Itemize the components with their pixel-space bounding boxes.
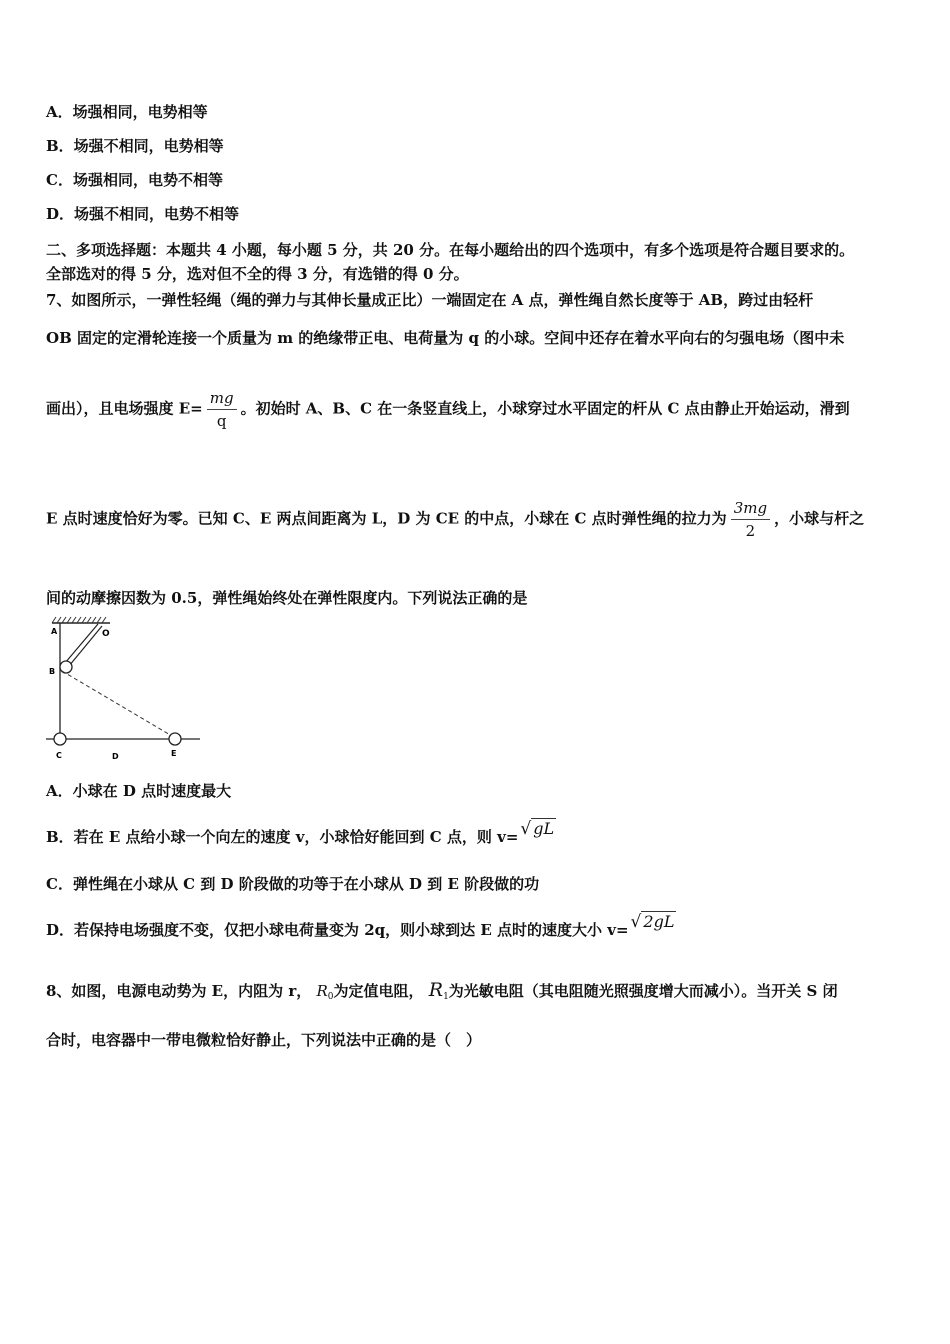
- rod-ob: [65, 624, 98, 663]
- q8-stem-line1: [46, 979, 838, 1002]
- q6-option-d: D．场强不相同，电势不相等: [46, 205, 240, 223]
- ball-e: [169, 733, 181, 745]
- fraction-numerator: mg: [207, 389, 237, 410]
- resistor-r1-symbol: [429, 979, 449, 1001]
- fraction-denominator: 2: [745, 522, 756, 540]
- ceiling-hatching: [52, 617, 106, 623]
- pulley-b: [60, 661, 72, 673]
- q7-diagram: [44, 616, 214, 766]
- sqrt-2gl: √ 2gL: [630, 912, 675, 932]
- q7-stem-line1: 7、如图所示，一弹性轻绳（绳的弹力与其伸长量成正比）一端固定在 A 点，弹性绳自然长度等于 AB，跨过由轻杆: [46, 291, 814, 309]
- q7-stem-line2: OB 固定的定滑轮连接一个质量为 m 的绝缘带正电、电荷量为 q 的小球。空间中还存在着水平向右的匀强电场（图中未: [46, 329, 845, 347]
- label-e: E: [171, 749, 177, 758]
- q7-stem-line4: [46, 499, 864, 540]
- ball-c: [54, 733, 66, 745]
- q6-option-b: B．场强不相同，电势相等: [46, 137, 224, 155]
- label-b: B: [49, 667, 56, 676]
- fraction-denominator: q: [216, 412, 227, 430]
- label-c: C: [56, 751, 62, 760]
- q7-stem-line3: [46, 389, 850, 430]
- resistor-r0-symbol: [316, 982, 333, 1000]
- q7-stem-line3-post: 。初始时 A、B、C 在一条竖直线上，小球穿过水平固定的杆从 C 点由静止开始运动，滑到: [240, 399, 850, 418]
- q7-option-c: C．弹性绳在小球从 C 到 D 阶段做的功等于在小球从 D 到 E 阶段做的功: [46, 875, 540, 893]
- q7-stem-line5: 间的动摩擦因数为 0.5，弹性绳始终处在弹性限度内。下列说法正确的是: [46, 589, 528, 607]
- q7-option-d-text: D．若保持电场强度不变，仅把小球电荷量变为 2q，则小球到达 E 点时的速度大小 v=: [46, 921, 629, 939]
- radicand: 2gL: [643, 912, 675, 931]
- q6-option-a: A．场强相同，电势相等: [46, 103, 208, 121]
- fraction-numerator: 3mg: [731, 499, 770, 520]
- q8-stem-line2: 合时，电容器中一带电微粒恰好静止，下列说法中正确的是（ ）: [46, 1031, 482, 1049]
- tension-fraction: [731, 499, 770, 540]
- q8-stem-part2: 为定值电阻，: [333, 982, 424, 1000]
- rod-ob-edge: [69, 626, 102, 666]
- section2-subheading: 全部选对的得 5 分，选对但不全的得 3 分，有选错的得 0 分。: [46, 265, 469, 283]
- q7-option-a: A．小球在 D 点时速度最大: [46, 782, 232, 800]
- q7-option-b: [46, 819, 556, 847]
- field-strength-fraction: [207, 389, 237, 430]
- q7-stem-line4-pre: E 点时速度恰好为零。已知 C、E 两点间距离为 L，D 为 CE 的中点，小球在 C 点时弹性绳的拉力为: [46, 509, 727, 528]
- r1-letter: R: [428, 979, 444, 1001]
- q7-option-d: [46, 912, 676, 940]
- r1-subscript: 1: [443, 992, 449, 1002]
- label-o: O: [102, 629, 110, 639]
- q7-stem-line4-post: ，小球与杆之: [774, 509, 865, 528]
- q8-stem-part3: 为光敏电阻（其电阻随光照强度增大而减小）。当开关 S 闭: [448, 982, 838, 1000]
- q8-stem-part1: 8、如图，电源电动势为 E，内阻为 r，: [46, 982, 312, 1000]
- sqrt-gl: √ gL: [520, 819, 555, 839]
- rope-be-dashed: [62, 671, 172, 736]
- label-d: D: [112, 752, 119, 761]
- q7-stem-line3-pre: 画出），且电场强度 E=: [46, 399, 203, 418]
- q6-option-c: C．场强相同，电势不相等: [46, 171, 223, 189]
- label-a: A: [51, 627, 58, 636]
- r0-subscript: 0: [327, 992, 334, 1002]
- r0-letter: R: [316, 982, 328, 1000]
- q7-option-b-text: B．若在 E 点给小球一个向左的速度 v，小球恰好能回到 C 点，则 v=: [46, 828, 519, 846]
- radicand: gL: [533, 819, 555, 838]
- section2-heading: 二、多项选择题：本题共 4 小题，每小题 5 分，共 20 分。在每小题给出的四个选项中，有多个选项是符合题目要求的。: [46, 241, 855, 259]
